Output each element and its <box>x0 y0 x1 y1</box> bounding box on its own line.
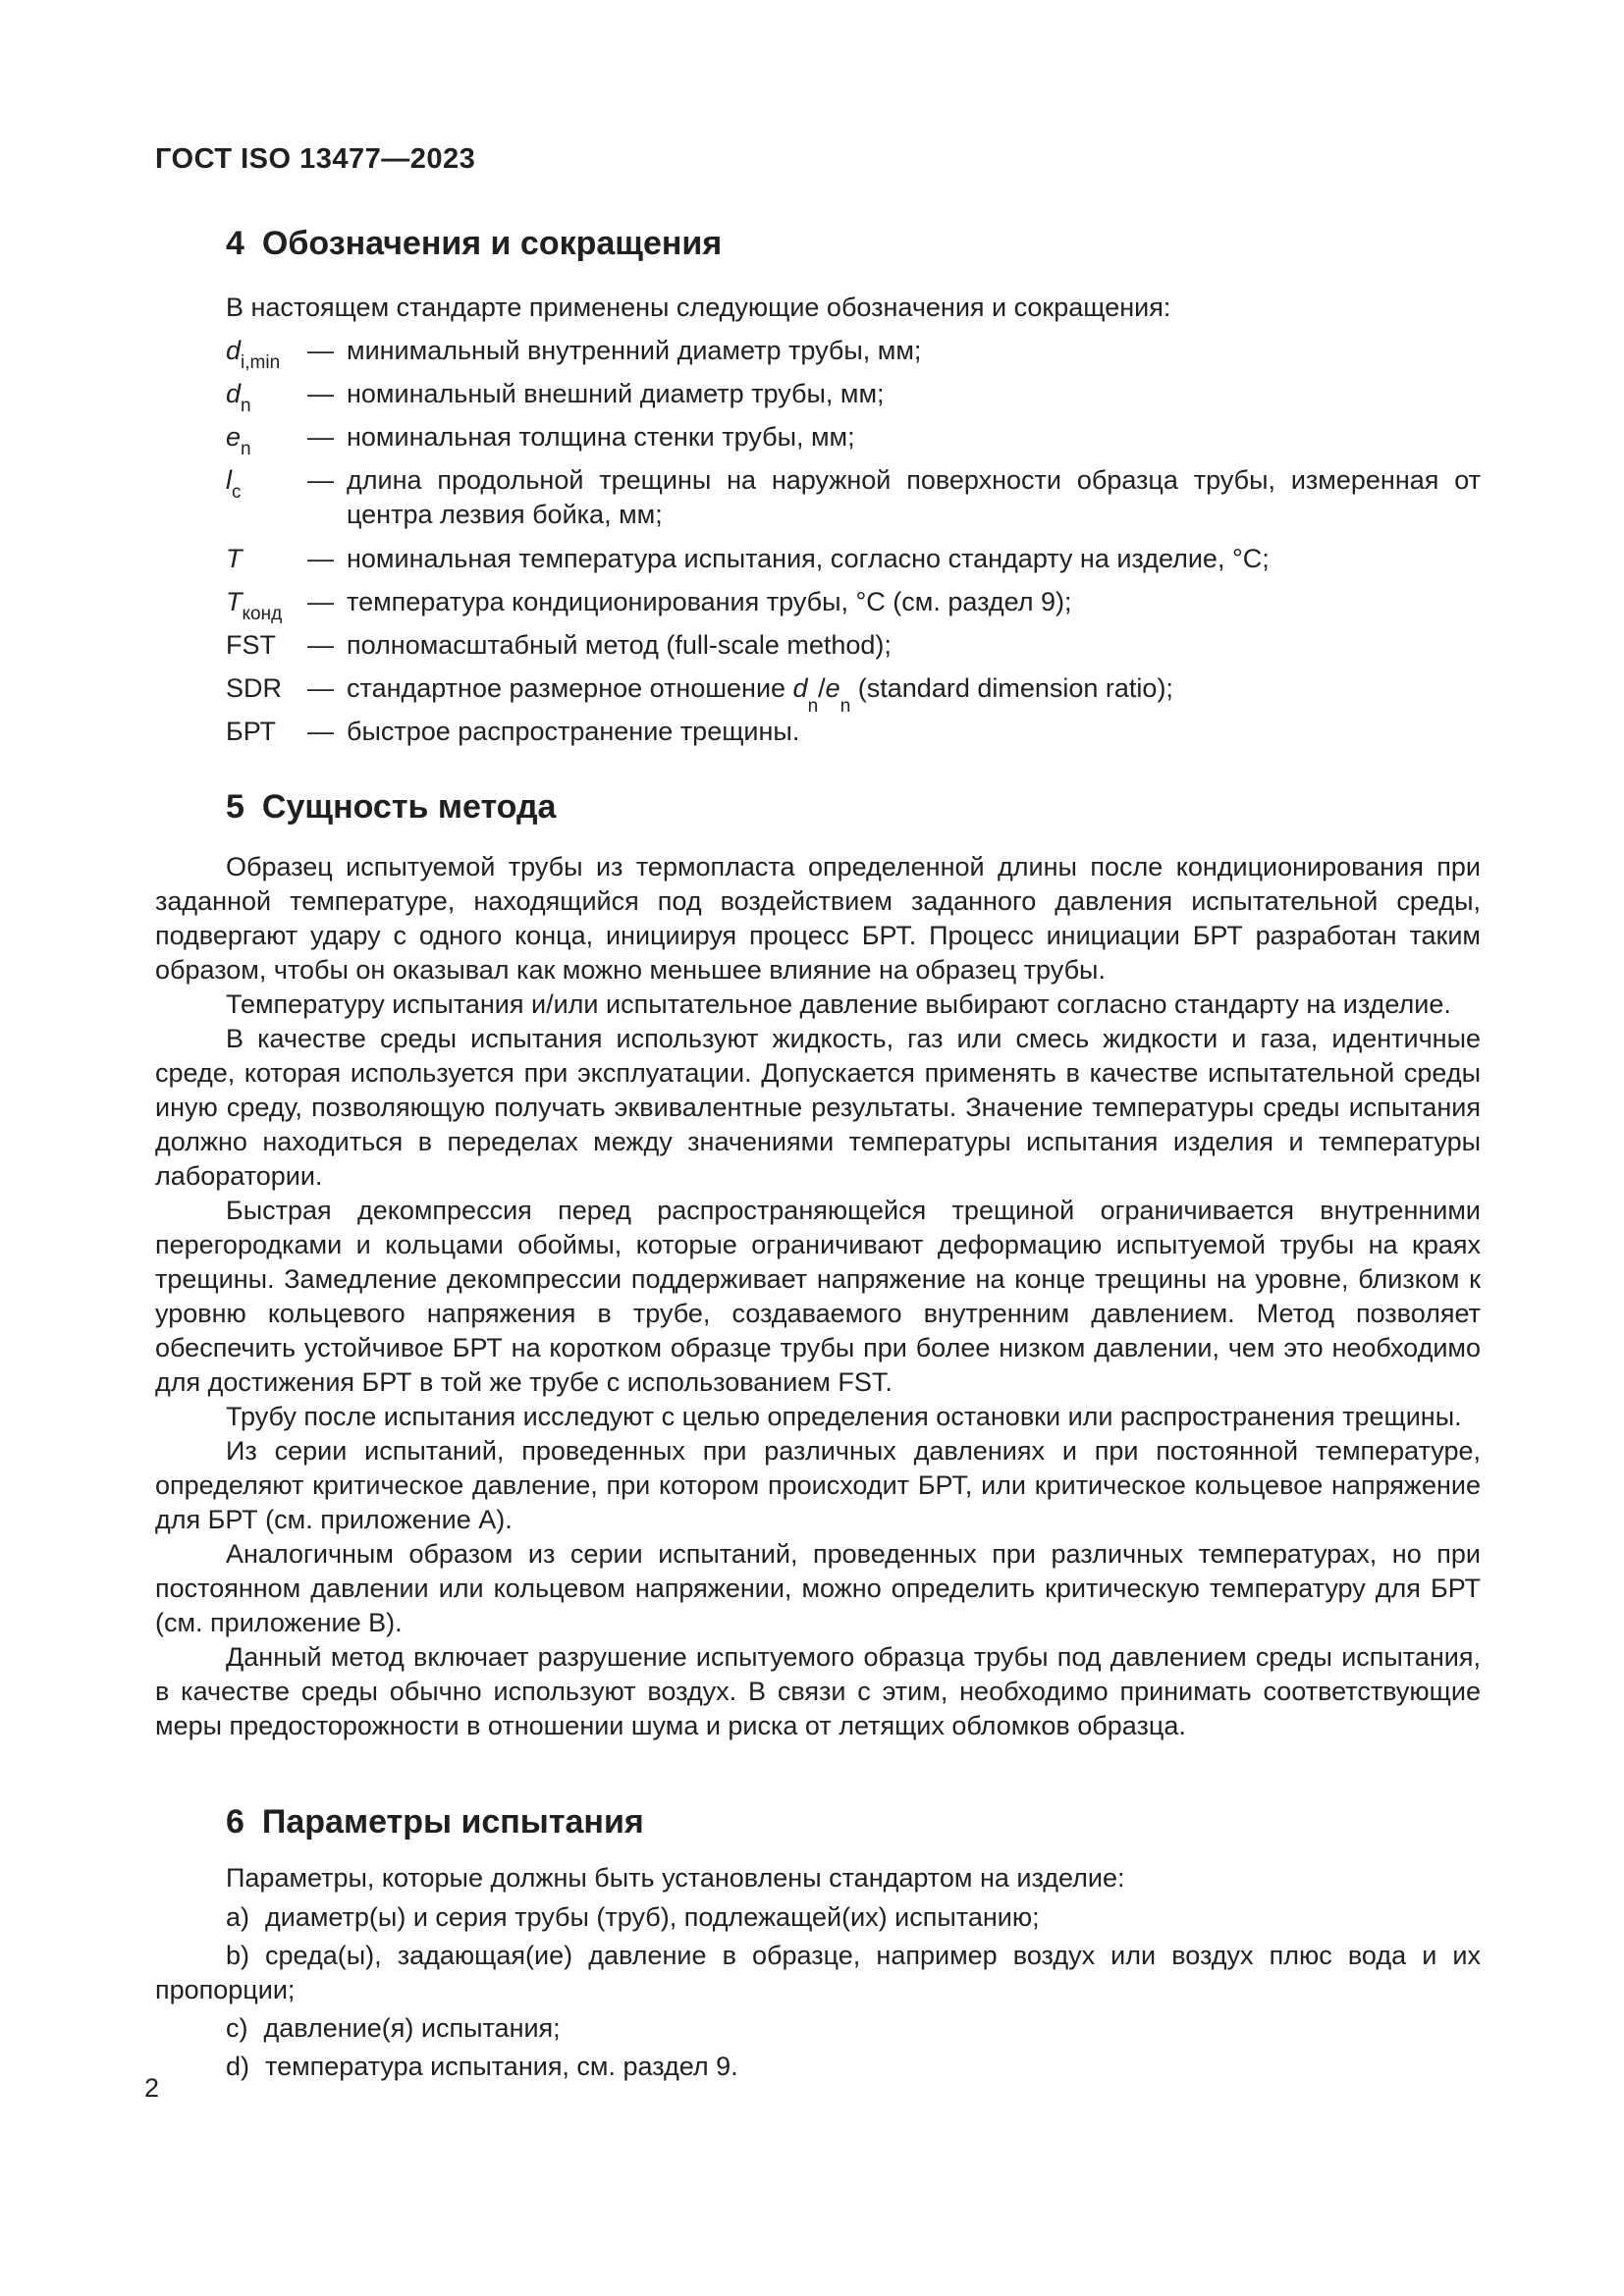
list-item <box>155 1939 1481 2007</box>
doc-header: ГОСТ ISO 13477—2023 <box>155 143 476 175</box>
section-6-intro: Параметры, которые должны быть установлены стандартом на изделие: <box>226 1863 1125 1893</box>
item-marker: d) <box>226 2052 250 2081</box>
section-4-intro: В настоящем стандарте применены следующие обозначения и сокращения: <box>226 293 1171 322</box>
symbol: $e_n$ <box>226 422 251 459</box>
item-text: диаметр(ы) и серия трубы (труб), подлежащей(их) испытанию; <box>265 1902 1040 1932</box>
definition-row <box>226 671 1481 718</box>
section-4-heading <box>226 224 722 263</box>
list-item <box>155 2050 1481 2084</box>
symbol: $T_{конд}$ <box>226 587 283 624</box>
section-number: 6 <box>226 1803 244 1841</box>
paragraph: Быстрая декомпрессия перед распространяющейся трещиной ограничивается внутренними перегородками и кольцами обоймы, которые ограничивают деформацию испытуемой трубы на краях трещины. Замедление декомпрессии поддерживает напряжение на конце трещины на уровне, близком к уровню кольцевого напряжения в трубе, создаваемого внутренним давлением. Метод позволяет обеспечить устойчивое БРТ на коротком образце трубы при более низком давлении, чем это необходимо для достижения БРТ в той же трубе с использованием FST. <box>155 1196 1481 1397</box>
symbol: $d_{i,min}$ <box>226 336 281 373</box>
dash: — <box>307 630 334 660</box>
symbol-subscript: конд <box>242 604 283 624</box>
definition-text: минимальный внутренний диаметр трубы, мм; <box>347 336 922 365</box>
symbol-subscript: c <box>232 482 242 503</box>
symbol: $l_c$ <box>226 465 242 503</box>
definition-row <box>226 715 1481 749</box>
section-number: 5 <box>226 788 244 826</box>
definition-text: номинальный внешний диаметр трубы, мм; <box>347 379 885 408</box>
dash: — <box>307 717 334 746</box>
symbol-subscript: n <box>241 396 251 416</box>
section-title: Обозначения и сокращения <box>261 225 723 262</box>
item-text: температура испытания, см. раздел 9. <box>265 2052 738 2081</box>
definition-row <box>226 628 1481 663</box>
dash: — <box>307 422 334 452</box>
dash: — <box>307 587 334 616</box>
dash: — <box>307 465 334 495</box>
definition-text: быстрое распространение трещины. <box>347 717 800 746</box>
definition-text: полномасштабный метод (full-scale method); <box>347 630 892 660</box>
definition-row <box>226 542 1481 576</box>
section-number: 4 <box>226 225 244 262</box>
paragraph: Аналогичным образом из серии испытаний, проведенных при различных температурах, но при постоянном давлении или кольцевом напряжении, можно определить критическую температуру для БРТ (см. приложение В). <box>155 1539 1481 1637</box>
definition-text: номинальная толщина стенки трубы, мм; <box>347 422 855 452</box>
paragraph: Трубу после испытания исследуют с целью определения остановки или распространения трещины. <box>226 1402 1462 1431</box>
section-title: Параметры испытания <box>261 1803 644 1841</box>
section-5-heading <box>226 787 556 827</box>
definition-row <box>226 463 1481 532</box>
dash: — <box>307 379 334 408</box>
item-text: среда(ы), задающая(ие) давление в образце, например воздух или воздух плюс вода и их пропорции; <box>155 1941 1481 2004</box>
definition-text: номинальная температура испытания, согласно стандарту на изделие, °С; <box>347 544 1270 573</box>
section-title: Сущность метода <box>261 788 557 826</box>
paragraph: Из серии испытаний, проведенных при различных давлениях и при постоянной температуре, определяют критическое давление, при котором происходит БРТ, или критическое кольцевое напряжение для БРТ (см. приложение А). <box>155 1436 1481 1534</box>
definition-text: температура кондиционирования трубы, °С (см. раздел 9); <box>347 587 1072 616</box>
dash: — <box>307 673 334 703</box>
symbol-subscript: n <box>241 439 251 459</box>
paragraph: Образец испытуемой трубы из термопласта определенной длины после кондиционирования при заданной температуре, находящийся под воздействием заданного давления испытательной среды, подвергают удару с одного конца, инициируя процесс БРТ. Процесс инициации БРТ разработан таким образом, чтобы он оказывал как можно меньшее влияние на образец трубы. <box>155 852 1481 985</box>
symbol: $d_n$ <box>226 379 251 416</box>
paragraph: В качестве среды испытания используют жидкость, газ или смесь жидкости и газа, идентичные среде, которая используется при эксплуатации. Допускается применять в качестве испытательной среды иную среду, позволяющую получать эквивалентные результаты. Значение температуры среды испытания должно находиться в переделах между значениями температуры испытания изделия и температуры лаборатории. <box>155 1024 1481 1191</box>
item-text: давление(я) испытания; <box>263 2013 561 2043</box>
paragraph: Данный метод включает разрушение испытуемого образца трубы под давлением среды испытания, в качестве среды обычно используют воздух. В связи с этим, необходимо принимать соответствующие меры предосторожности в отношении шума и риска от летящих обломков образца. <box>155 1642 1481 1740</box>
item-marker: b) <box>226 1941 250 1970</box>
list-item <box>155 1900 1481 1935</box>
item-marker: a) <box>226 1902 250 1932</box>
section-6-heading <box>226 1802 644 1842</box>
definition-text: длина продольной трещины на наружной поверхности образца трубы, измеренная от центра лезвия бойка, мм; <box>347 465 1481 529</box>
definition-text: стандартное размерное отношение $d_n/e_n$ (standard dimension ratio); <box>347 673 1173 718</box>
list-item <box>155 2011 1481 2046</box>
definitions-list <box>155 334 1481 758</box>
symbol: FST <box>226 630 276 660</box>
symbol: SDR <box>226 673 283 703</box>
definition-row <box>226 585 1481 624</box>
definition-row <box>226 377 1481 416</box>
parameters-list <box>155 1900 1481 2088</box>
definition-row <box>226 334 1481 373</box>
page-number: 2 <box>144 2073 160 2103</box>
section-5-body <box>155 850 1481 1743</box>
symbol: БРТ <box>226 717 277 746</box>
item-marker: c) <box>226 2013 248 2043</box>
definition-row <box>226 420 1481 459</box>
dash: — <box>307 544 334 573</box>
paragraph: Температуру испытания и/или испытательное давление выбирают согласно стандарту на изделие. <box>226 989 1451 1019</box>
symbol-subscript: i,min <box>241 352 281 373</box>
symbol: T <box>226 544 243 573</box>
dash: — <box>307 336 334 365</box>
